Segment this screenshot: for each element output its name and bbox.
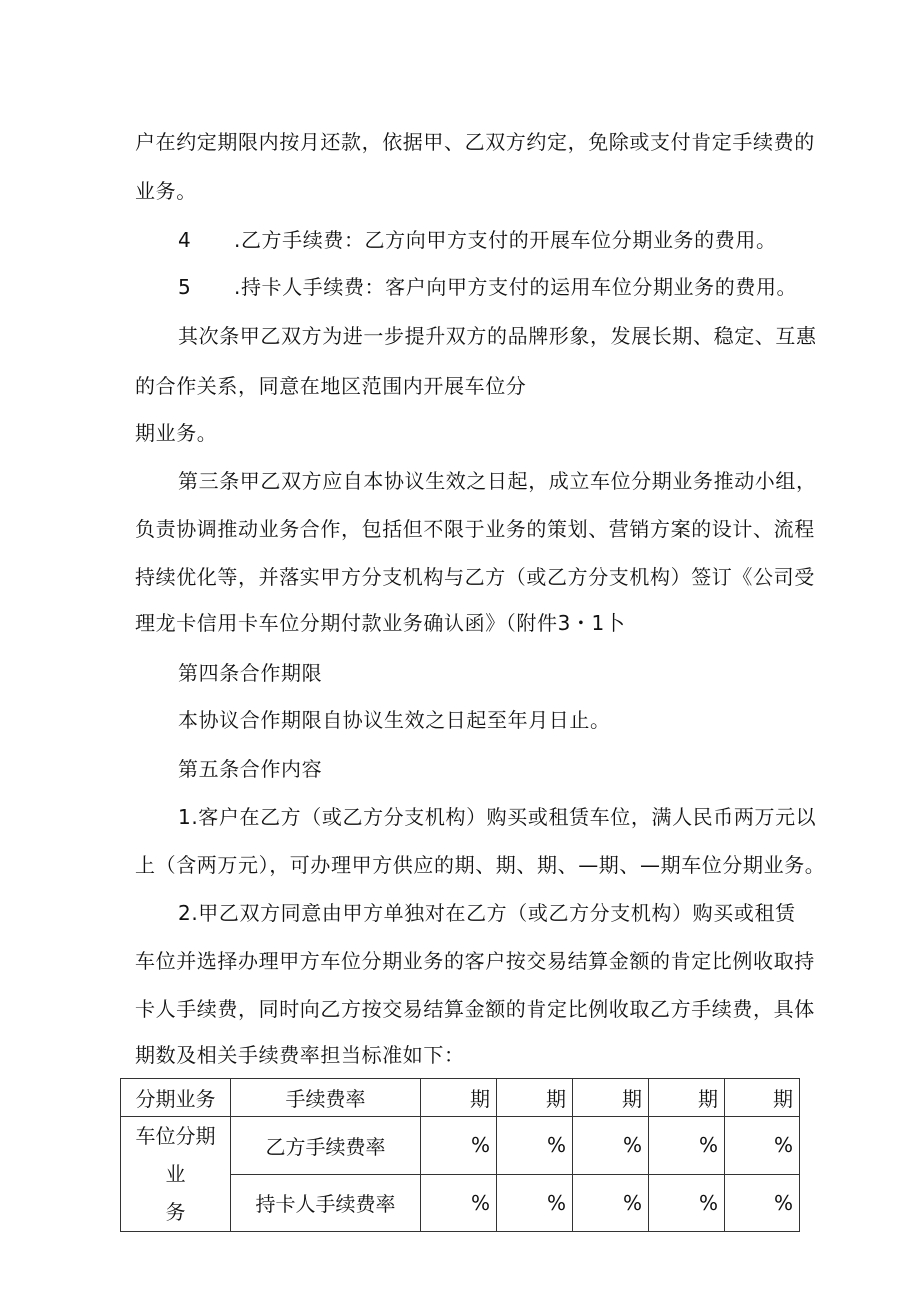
paragraph-line: 卡人手续费，同时向乙方按交易结算金额的肯定比例收取乙方手续费，具体 <box>135 997 815 1021</box>
header-period: 期 <box>649 1079 725 1117</box>
paragraph-line: 车位并选择办理甲方车位分期业务的客户按交易结算金额的肯定比例收取持 <box>135 949 815 973</box>
header-rate: 手续费率 <box>231 1079 421 1117</box>
business-name-line: 务 <box>165 1200 186 1224</box>
paragraph-line: 2.甲乙双方同意由甲方单独对在乙方（或乙方分支机构）购买或租赁 <box>178 901 796 925</box>
rate-cell: % <box>649 1174 725 1232</box>
header-period: 期 <box>421 1079 497 1117</box>
paragraph-line: 上（含两万元），可办理甲方供应的期、期、期、—期、—期车位分期业务。 <box>135 853 826 877</box>
table-header-row <box>121 1079 800 1117</box>
header-period: 期 <box>497 1079 573 1117</box>
section-heading: 第四条合作期限 <box>178 661 323 685</box>
paragraph-line: 负责协调推动业务合作，包括但不限于业务的策划、营销方案的设计、流程 <box>135 517 815 541</box>
header-business: 分期业务 <box>121 1079 231 1117</box>
rate-cell: % <box>421 1174 497 1232</box>
paragraph-line: 业务。 <box>135 179 197 203</box>
business-name-line: 车位分期业 <box>135 1124 216 1186</box>
paragraph-line: 其次条甲乙双方为进一步提升双方的品牌形象，发展长期、稳定、互惠 <box>178 324 817 348</box>
business-name-cell <box>121 1117 231 1232</box>
rate-cell: % <box>725 1117 800 1175</box>
header-period: 期 <box>573 1079 649 1117</box>
rate-cell: % <box>725 1174 800 1232</box>
row-label: 乙方手续费率 <box>231 1117 421 1175</box>
row-label: 持卡人手续费率 <box>231 1174 421 1232</box>
paragraph-line: 期数及相关手续费率担当标准如下： <box>135 1043 465 1067</box>
table-row <box>121 1117 800 1175</box>
list-item-4 <box>0 226 920 254</box>
paragraph-line: 本协议合作期限自协议生效之日起至年月日止。 <box>178 708 611 732</box>
paragraph-line: 理龙卡信用卡车位分期付款业务确认函》（附件3・1卜 <box>135 611 626 635</box>
rate-cell: % <box>421 1117 497 1175</box>
paragraph-line: 第三条甲乙双方应自本协议生效之日起，成立车位分期业务推动小组， <box>178 469 817 493</box>
fee-rate-table <box>120 1078 800 1232</box>
list-item-text: .持卡人手续费：客户向甲方支付的运用车位分期业务的费用。 <box>234 275 798 299</box>
rate-cell: % <box>497 1174 573 1232</box>
list-item-text: .乙方手续费：乙方向甲方支付的开展车位分期业务的费用。 <box>234 228 777 252</box>
list-item-5 <box>0 273 920 301</box>
section-heading: 第五条合作内容 <box>178 757 323 781</box>
rate-cell: % <box>573 1174 649 1232</box>
list-item-number: 5 <box>178 275 192 299</box>
header-period: 期 <box>725 1079 800 1117</box>
list-item-number: 4 <box>178 228 192 252</box>
rate-cell: % <box>649 1117 725 1175</box>
paragraph-line: 持续优化等，并落实甲方分支机构与乙方（或乙方分支机构）签订《公司受 <box>135 565 815 589</box>
rate-cell: % <box>573 1117 649 1175</box>
paragraph-line: 的合作关系，同意在地区范围内开展车位分 <box>135 374 527 398</box>
paragraph-line: 期业务。 <box>135 421 218 445</box>
rate-cell: % <box>497 1117 573 1175</box>
paragraph-line: 1.客户在乙方（或乙方分支机构）购买或租赁车位，满人民币两万元以 <box>178 805 817 829</box>
paragraph-line: 户在约定期限内按月还款，依据甲、乙双方约定，免除或支付肯定手续费的 <box>135 130 815 154</box>
